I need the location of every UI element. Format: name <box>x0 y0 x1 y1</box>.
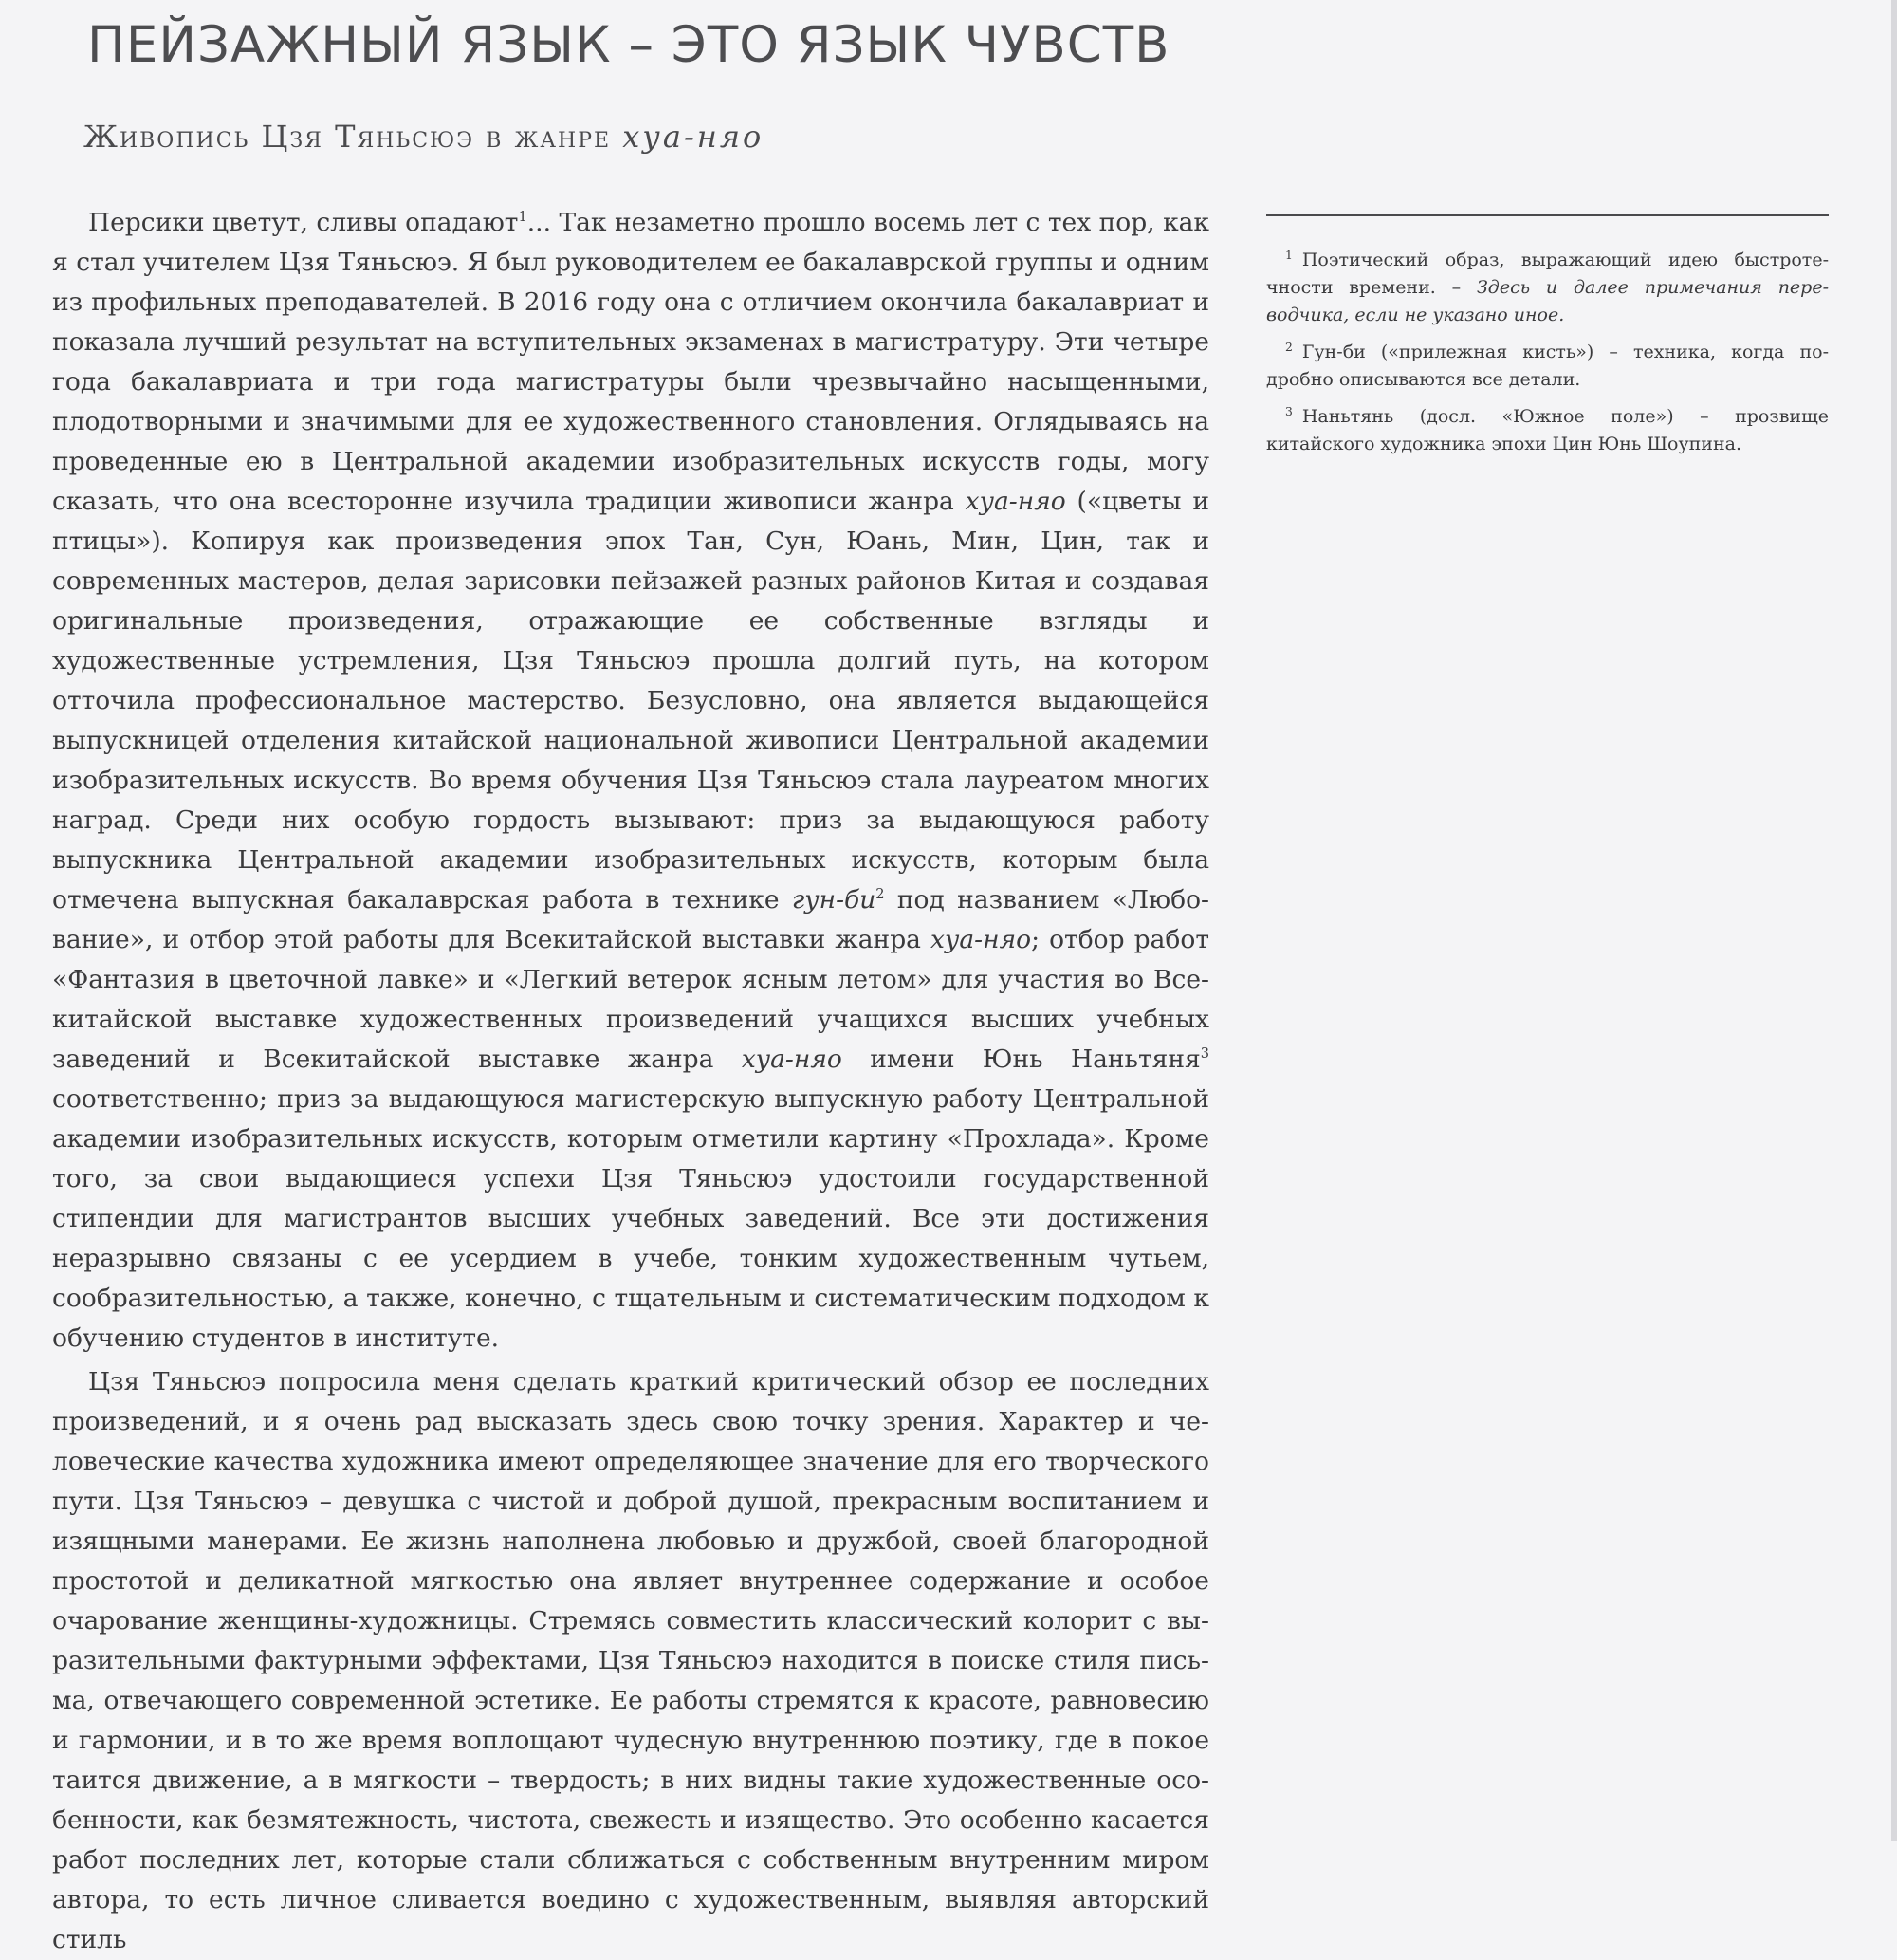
text-run: Персики цветут, сливы опадают <box>88 208 519 237</box>
genre-term: хуа-няо <box>965 487 1066 516</box>
footnote-number: 1 <box>1285 248 1293 262</box>
footnote-2 <box>1266 339 1829 394</box>
footnote-text: Наньтянь (досл. «Южное поле») – прозвище китайского художника эпохи Цин Юнь Шоупина. <box>1266 406 1829 454</box>
footnote-number: 2 <box>1285 340 1293 354</box>
genre-term: хуа-няо <box>741 1045 842 1074</box>
footnote-text: Поэтический образ, выражающий идею быстротечности времени. – <box>1266 250 1829 298</box>
text-run: ; отбор работ «Фантазия в цветочной лавке» и «Легкий ветерок ясным летом» для участия во Всекитайской выставке художественных произведений учащихся высших учебных заведений и Всекитайской выставке жанра <box>52 925 1209 1074</box>
footnote-italic: Здесь и далее примечания переводчика, если не указано иное. <box>1266 277 1830 325</box>
text-run: («цветы и птицы»). Копируя как произведения эпох Тан, Сун, Юань, Мин, Цин, так и современных мастеров, делая зарисовки пейзажей разных районов Китая и создавая оригинальные произведения, отражающие ее собственные взгляды и художественные устремления, Цзя Тяньсюэ прошла долгий путь, на котором отточила профессиональное мастерство. Безусловно, она является выдающейся выпускницей отделения китайской национальной живописи Центральной академии изобразительных искусств. Во время обучения Цзя Тяньсюэ стала лауреатом многих наград. Среди них особую гордость вызывают: приз за выдающуюся работу выпускника Центральной академии изобразительных искусств, которым была отмечена выпускная бакалаврская работа в технике <box>52 487 1209 915</box>
footnote-ref-3: 3 <box>1200 1045 1209 1063</box>
text-run: ... Так незаметно прошло восемь лет с тех пор, как я стал учителем Цзя Тяньсюэ. Я был руководителем ее бакалаврской группы и одним из профильных преподавателей. В 2016 году она с отличием окончила бакалавриат и показала лучший результат на вступительных экзаменах в магистратуру. Эти четыре года бакалавриата и три года магистратуры были чрезвычайно насыщенными, плодотворными и значимыми для ее художественного становления. Оглядываясь на проведенные ею в Центральной академии изобразительных искусств годы, могу сказать, что она всесторонне изучила традиции живописи жанра <box>52 208 1209 516</box>
footnotes <box>1266 214 1829 468</box>
page-edge <box>1891 0 1897 1841</box>
genre-term: хуа-няо <box>930 925 1032 954</box>
footnote-1 <box>1266 247 1829 329</box>
text-run: Цзя Тяньсюэ попросила меня сделать краткий критический обзор ее последних произведений, и я очень рад высказать здесь свою точку зрения. Характер и человеческие качества художника имеют определяющее значение для его творческого пути. Цзя Тяньсюэ – девушка с чистой и доброй душой, прекрасным воспитанием и изящными манерами. Ее жизнь наполнена любовью и дружбой, своей благородной простотой и деликатной мягкостью она являет внутреннее содержание и особое очарование женщины-художницы. Стремясь совместить классический колорит с выразительными фактурными эффектами, Цзя Тяньсюэ находится в поиске стиля письма, отвечающего современной эстетике. Ее работы стремятся к красоте, равновесию и гармонии, и в то же время воплощают чудесную внутреннюю поэтику, где в покое таится движение, а в мягкости – твердость; в них видны такие художественные особенности, как безмятежность, чистота, свежесть и изящество. Это особенно касается работ последних лет, которые стали сближаться с собственным внутренним миром автора, то есть личное сливается воедино с художественным, выявляя авторский стиль <box>52 1367 1209 1954</box>
page-subtitle <box>83 106 1222 167</box>
paragraph-1 <box>52 203 1209 1359</box>
footnote-text: Гун-би («прилежная кисть») – техника, когда подробно описываются все детали. <box>1266 342 1829 390</box>
footnote-rule <box>1266 214 1829 216</box>
text-run: соответственно; приз за выдающуюся магистерскую выпускную работу Центральной академии изобразительных искусств, которым отметили картину «Прохлада». Кроме того, за свои выдающиеся успехи Цзя Тяньсюэ удостоили государственной стипендии для магистрантов высших учебных заведений. Все эти достижения неразрывно связаны с ее усердием в учебе, тонким художественным чутьем, сообразительностью, а также, конечно, с тщательным и систематическим подходом к обучению студентов в институте. <box>52 1084 1209 1353</box>
technique-term: гун-би <box>791 885 876 915</box>
footnote-ref-2: 2 <box>875 886 885 903</box>
text-run: под названием «Любование», и отбор этой работы для Всекитайской выставки жанра <box>52 885 1209 954</box>
paragraph-2 <box>52 1362 1209 1960</box>
footnote-number: 3 <box>1285 404 1293 418</box>
main-text <box>52 203 1209 1960</box>
subtitle-prefix: Живопись Цзя Тяньсюэ в жанре <box>83 119 623 155</box>
text-run: имени Юнь Наньтяня <box>841 1045 1201 1074</box>
footnote-ref-1: 1 <box>518 209 527 226</box>
subtitle-genre: хуа-няо <box>622 119 764 155</box>
footnote-3 <box>1266 403 1829 458</box>
page-title: ПЕЙЗАЖНЫЙ ЯЗЫК – ЭТО ЯЗЫК ЧУВСТВ <box>87 16 1170 74</box>
